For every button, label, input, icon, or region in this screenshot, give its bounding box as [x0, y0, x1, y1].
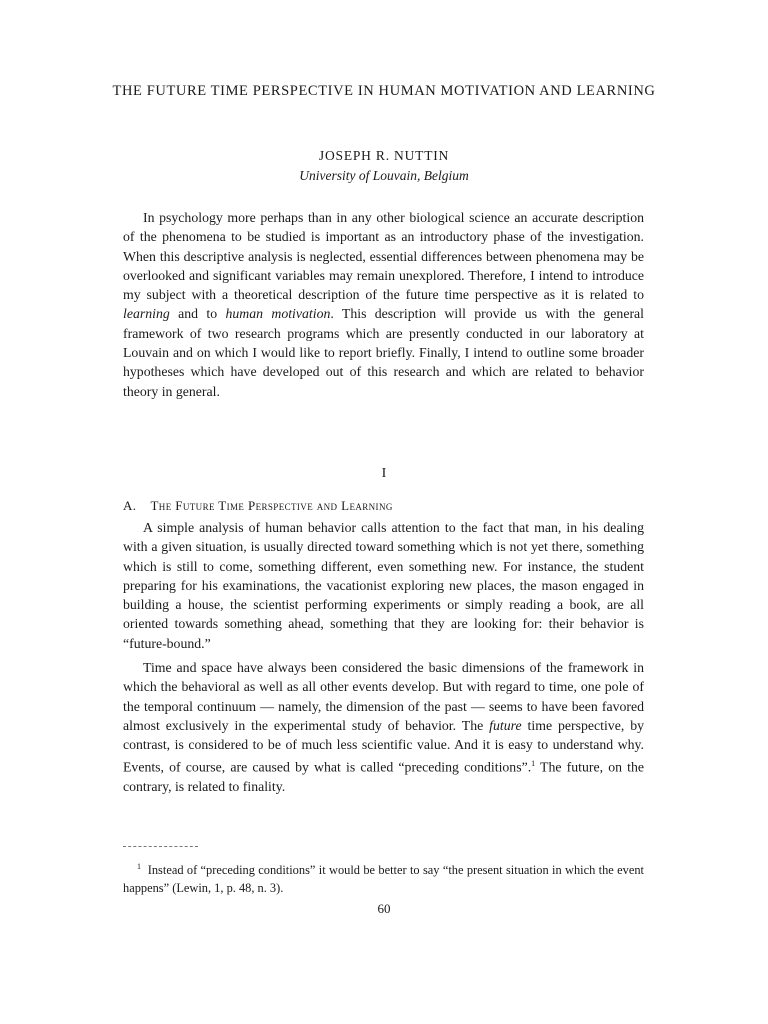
intro-text-2: and to — [169, 306, 226, 322]
body-paragraph-3 — [123, 658, 644, 797]
emphasis-human-motivation: human motivation — [225, 306, 331, 322]
intro-text-1: In psychology more perhaps than in any other biological science an accurate description of the phenomena to be studied is important as an introductory phase of the investigation. When this descriptive analysis is neglected, essential differences between phenomena may be overlooked and significant variables may remain unexplored. Therefore, I intend to introduce my subject with a theoretical description of the future time perspective as it is related to — [123, 210, 644, 303]
intro-text-3: . This description will provide us with the general framework of two research programs which are presently conducted in our laboratory at Louvain and on which I would like to report briefly. Finally, I intend to outline some broader hypotheses which have developed out of this research and which are related to behavior theory in general. — [123, 306, 645, 399]
footnote-divider — [123, 846, 198, 847]
author-name: JOSEPH R. NUTTIN — [318, 148, 450, 163]
emphasis-learning: learning — [123, 306, 170, 322]
emphasis-future: future — [489, 717, 522, 733]
author-affiliation: University of Louvain, Belgium — [299, 168, 469, 183]
footnote-marker: 1 — [137, 862, 141, 871]
para3-text-2: time perspective, by contrast, is considered to be of much less scientific value. And it is easy to understand why. Events, of course, are caused by what is called “preceding conditions”. — [123, 717, 644, 776]
section-heading-text: The Future Time Perspective and Learning — [150, 498, 393, 513]
section-letter: A. — [123, 498, 137, 513]
footnote-reference[interactable]: 1 — [531, 759, 536, 769]
paper-title: THE FUTURE TIME PERSPECTIVE IN HUMAN MOTIVATION AND LEARNING — [112, 83, 656, 99]
intro-paragraph — [123, 208, 644, 401]
section-number: I — [381, 466, 387, 481]
footnote — [123, 858, 644, 897]
page-number: 60 — [377, 901, 391, 916]
section-heading — [123, 498, 393, 514]
footnote-text: Instead of “preceding conditions” it would be better to say “the present situation in which the event happens” (Lewin, 1, p. 48, n. 3). — [123, 863, 644, 896]
para3-text-3: The future, on the contrary, is related to finality. — [123, 760, 644, 795]
body-paragraph-2: A simple analysis of human behavior calls attention to the fact that man, in his dealing with a given situation, is usually directed toward something which is not yet there, something which is still to come, something different, even something new. For instance, the student preparing for his examinations, the vacationist exploring new places, the mason engaged in building a house, the scientist performing experiments or simply reading a book, are all oriented towards something ahead, something that they are looking for: their behavior is “future-bound.” — [123, 520, 644, 651]
para3-text-1: Time and space have always been considered the basic dimensions of the framework in which the behavioral as well as all other events develop. But with regard to time, one pole of the temporal continuum — namely, the dimension of the past — seems to have been favored almost exclusively in the experimental study of behavior. The — [123, 660, 644, 733]
